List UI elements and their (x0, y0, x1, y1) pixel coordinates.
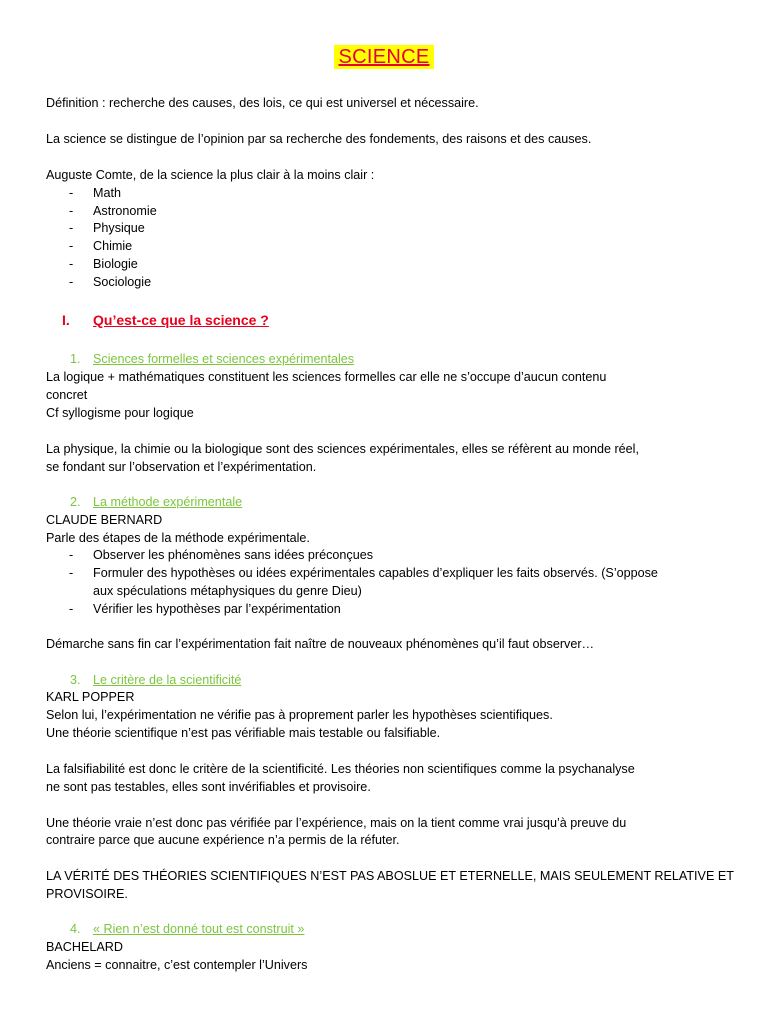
science-item: Math (93, 186, 121, 200)
sub2-intro: Parle des étapes de la méthode expérimentale. (46, 531, 310, 545)
sub3-text: Une théorie scientifique n’est pas vérifiable mais testable ou falsifiable. (46, 726, 441, 740)
distinction-line: La science se distingue de l’opinion par sa recherche des fondements, des raisons et des causes. (46, 132, 592, 146)
sub3-text: La falsifiabilité est donc le critère de la scientificité. Les théories non scientifiques comme la psychanalyse (46, 762, 635, 776)
sub2-author: CLAUDE BERNARD (46, 513, 163, 527)
sub4-text: Anciens = connaitre, c’est contempler l’Univers (46, 958, 308, 972)
comte-line: Auguste Comte, de la science la plus clair à la moins clair : (46, 168, 375, 182)
sub4-author: BACHELARD (46, 940, 123, 954)
sub3-text: Selon lui, l’expérimentation ne vérifie pas à proprement parler les hypothèses scientifiques. (46, 708, 553, 722)
definition-line: Définition : recherche des causes, des lois, ce qui est universel et nécessaire. (46, 96, 479, 110)
science-item: Physique (93, 221, 145, 235)
document-title (0, 46, 768, 69)
sub1-text: La logique + mathématiques constituent les sciences formelles car elle ne s’occupe d’aucun contenu (46, 370, 607, 384)
bullet-dash: - (69, 548, 74, 562)
bullet-dash: - (69, 204, 74, 218)
bullet-dash: - (69, 186, 74, 200)
bullet-dash: - (69, 602, 74, 616)
section1-number: I. (62, 312, 70, 328)
sub3-number: 3. (70, 673, 81, 687)
method-step-continued: aux spéculations métaphysiques du genre Dieu) (93, 584, 362, 598)
sub1-heading: Sciences formelles et sciences expérimentales (93, 352, 355, 366)
sub1-text: La physique, la chimie ou la biologique sont des sciences expérimentales, elles se réfèrent au monde réel, (46, 442, 639, 456)
title-text: SCIENCE (334, 45, 433, 69)
section1-heading: Qu’est-ce que la science ? (93, 312, 269, 328)
sub3-text: ne sont pas testables, elles sont invérifiables et provisoire. (46, 780, 371, 794)
sub1-number: 1. (70, 352, 81, 366)
sub1-text: concret (46, 388, 88, 402)
science-item: Chimie (93, 239, 133, 253)
method-step: Observer les phénomènes sans idées préconçues (93, 548, 374, 562)
bullet-dash: - (69, 239, 74, 253)
sub3-heading: Le critère de la scientificité (93, 673, 242, 687)
sub1-text: Cf syllogisme pour logique (46, 406, 194, 420)
sub3-text: PROVISOIRE. (46, 887, 128, 901)
sub3-text: contraire parce que aucune expérience n’a permis de la réfuter. (46, 833, 400, 847)
sub3-text: LA VÉRITÉ DES THÉORIES SCIENTIFIQUES N’EST PAS ABOSLUE ET ETERNELLE, MAIS SEULEMENT RELATIVE ET (46, 869, 734, 883)
sub1-text: se fondant sur l’observation et l’expérimentation. (46, 460, 317, 474)
science-item: Sociologie (93, 275, 152, 289)
sub3-text: Une théorie vraie n’est donc pas vérifiée par l’expérience, mais on la tient comme vrai jusqu’à preuve du (46, 816, 627, 830)
science-item: Astronomie (93, 204, 157, 218)
method-step: Formuler des hypothèses ou idées expérimentales capables d’expliquer les faits observés. (S’oppose (93, 566, 658, 580)
sub3-author: KARL POPPER (46, 690, 135, 704)
science-item: Biologie (93, 257, 138, 271)
bullet-dash: - (69, 275, 74, 289)
sub2-number: 2. (70, 495, 81, 509)
bullet-dash: - (69, 566, 74, 580)
sub2-heading: La méthode expérimentale (93, 495, 243, 509)
sub2-conclusion: Démarche sans fin car l’expérimentation fait naître de nouveaux phénomènes qu’il faut observer… (46, 637, 595, 651)
method-step: Vérifier les hypothèses par l’expérimentation (93, 602, 341, 616)
sub4-number: 4. (70, 922, 81, 936)
bullet-dash: - (69, 221, 74, 235)
bullet-dash: - (69, 257, 74, 271)
sub4-heading: « Rien n’est donné tout est construit » (93, 922, 305, 936)
